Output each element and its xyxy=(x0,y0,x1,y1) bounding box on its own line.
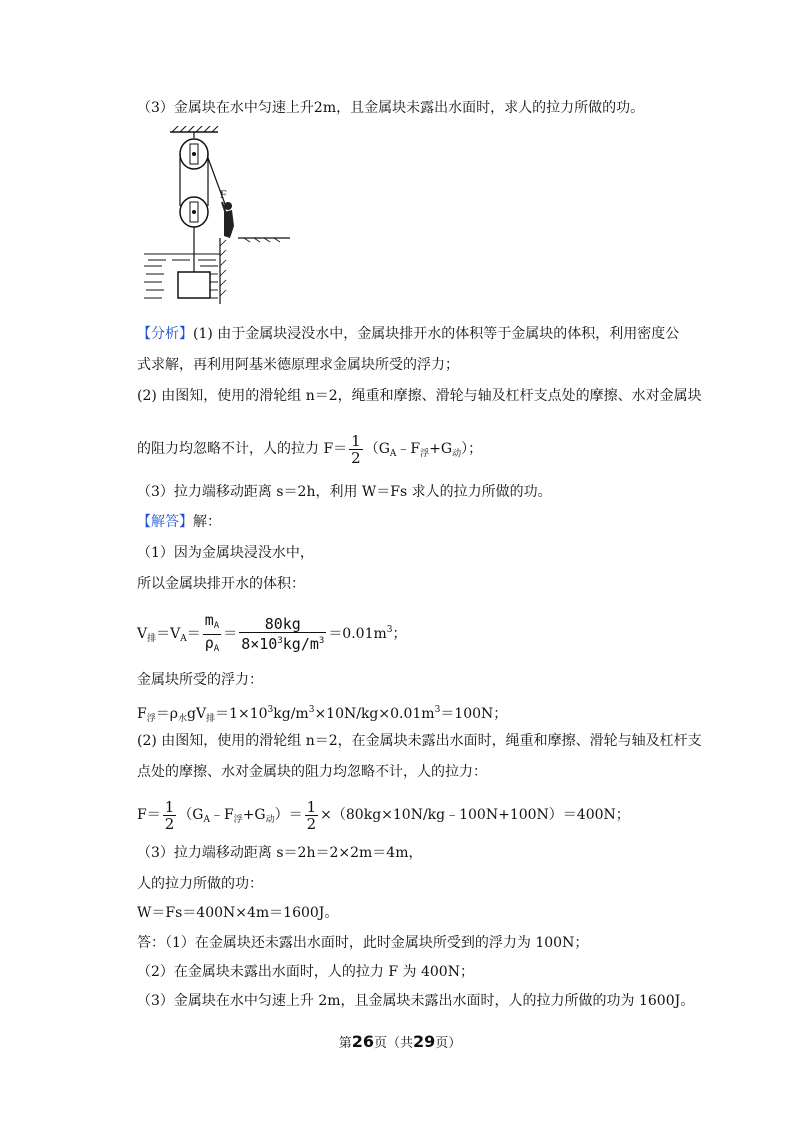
formula-part: （G xyxy=(364,441,390,457)
answer-line-2: （2）在金属块未露出水面时，人的拉力 F 为 400N； xyxy=(137,964,474,980)
fraction-numerator: $m_A$ xyxy=(204,610,220,631)
formula-part: ＝V xyxy=(156,626,181,642)
page-footer: 第26页（共29页） xyxy=(338,1032,462,1051)
answer-line-3: （3）金属块在水中匀速上升 2m，且金属块未露出水面时，人的拉力所做的功为 1600J。 xyxy=(137,993,695,1009)
volume-equation xyxy=(137,610,407,659)
fraction-denominator: $\rho_A$ xyxy=(203,634,221,657)
superscript: 3 xyxy=(386,625,393,635)
solution-line-6: 点处的摩擦、水对金属块的阻力均忽略不计，人的拉力： xyxy=(137,764,487,780)
solution-line-5: (2) 由图知，使用的滑轮组 n＝2，在金属块未露出水面时，绳重和摩擦、滑轮与轴及杠杆支 xyxy=(137,733,702,749)
page-number: 26 xyxy=(351,1032,374,1051)
analysis-text: 的阻力均忽略不计，人的拉力 F＝ xyxy=(137,441,348,457)
analysis-line-2: 式求解，再利用阿基米德原理求金属块所受的浮力； xyxy=(137,357,459,373)
force-label: F xyxy=(220,187,227,201)
answer-line-1: 答：（1）在金属块还未露出水面时，此时金属块所受到的浮力为 100N； xyxy=(137,935,589,951)
solution-line-1 xyxy=(137,512,221,532)
subscript: A xyxy=(180,634,187,644)
fraction-denominator: $8\times 10^3kg/m^3$ xyxy=(239,632,326,652)
analysis-tag: 【分析】 xyxy=(137,326,193,342)
fraction-numerator: 1 xyxy=(351,431,361,450)
force-equation: F＝ $\frac{1}{2}$ $(G_A﹣F_浮+G_动)=$ $\frac{1}{2}$ ×（80kg×10N/kg﹣100N+100N）＝400N； xyxy=(137,797,630,833)
formula-part: ﹣F xyxy=(396,441,421,457)
subscript: 排 xyxy=(147,634,157,644)
solution-tag: 【解答】 xyxy=(137,514,193,530)
solution-line-8: 人的拉力所做的功： xyxy=(137,876,263,892)
fraction xyxy=(349,433,363,466)
analysis-line-3: (2) 由图知，使用的滑轮组 n＝2，绳重和摩擦、滑轮与轴及杠杆支点处的摩擦、水对金属块 xyxy=(137,388,702,404)
solution-line-7: （3）拉力端移动距离 s＝2h＝2×2m＝4m， xyxy=(137,845,423,861)
solution-line-3: 所以金属块排开水的体积： xyxy=(137,576,305,592)
analysis-line-4 xyxy=(137,430,482,473)
fraction xyxy=(239,616,326,652)
analysis-line-1 xyxy=(137,324,679,344)
fraction-numerator: 80kg xyxy=(264,615,301,633)
fraction: $\frac{1}{2}$ xyxy=(164,797,175,833)
analysis-line-5: （3）拉力端移动距离 s＝2h，利用 W＝Fs 求人的拉力所做的功。 xyxy=(137,484,552,500)
formula-part: +G xyxy=(429,441,453,457)
fraction: $\frac{1}{2}$ xyxy=(306,797,317,833)
formula-part: ＝0.01m xyxy=(328,626,387,642)
solution-line-4: 金属块所受的浮力： xyxy=(137,672,263,688)
formula-part: ＝ xyxy=(223,626,238,642)
fraction xyxy=(203,612,221,657)
analysis-text: (1) 由于金属块浸没水中，金属块排开水的体积等于金属块的体积，利用密度公 xyxy=(193,326,680,342)
solution-line-9: W＝Fs＝400N×4m＝1600J。 xyxy=(137,905,339,921)
formula-part: ＝ xyxy=(186,626,201,642)
solution-line-2: （1）因为金属块浸没水中， xyxy=(137,545,314,561)
formula-part: V xyxy=(137,626,148,642)
buoyancy-equation: $F_浮=\rho_水gV_排=1\times 10^3kg/m^3\times 10N/kg\times 0.01m^3=100N$； xyxy=(137,705,508,724)
page-total: 29 xyxy=(413,1032,436,1051)
solution-text: 解： xyxy=(193,514,221,530)
fraction-denominator: 2 xyxy=(351,448,361,467)
formula-part: ； xyxy=(392,626,407,642)
subscript: A xyxy=(389,449,397,459)
formula-part: ）； xyxy=(461,441,483,457)
subscript: 动 xyxy=(452,449,462,459)
pulley-figure xyxy=(140,126,300,306)
subscript: 浮 xyxy=(420,449,430,459)
question-3: （3）金属块在水中匀速上升2m，且金属块未露出水面时，求人的拉力所做的功。 xyxy=(137,100,645,116)
